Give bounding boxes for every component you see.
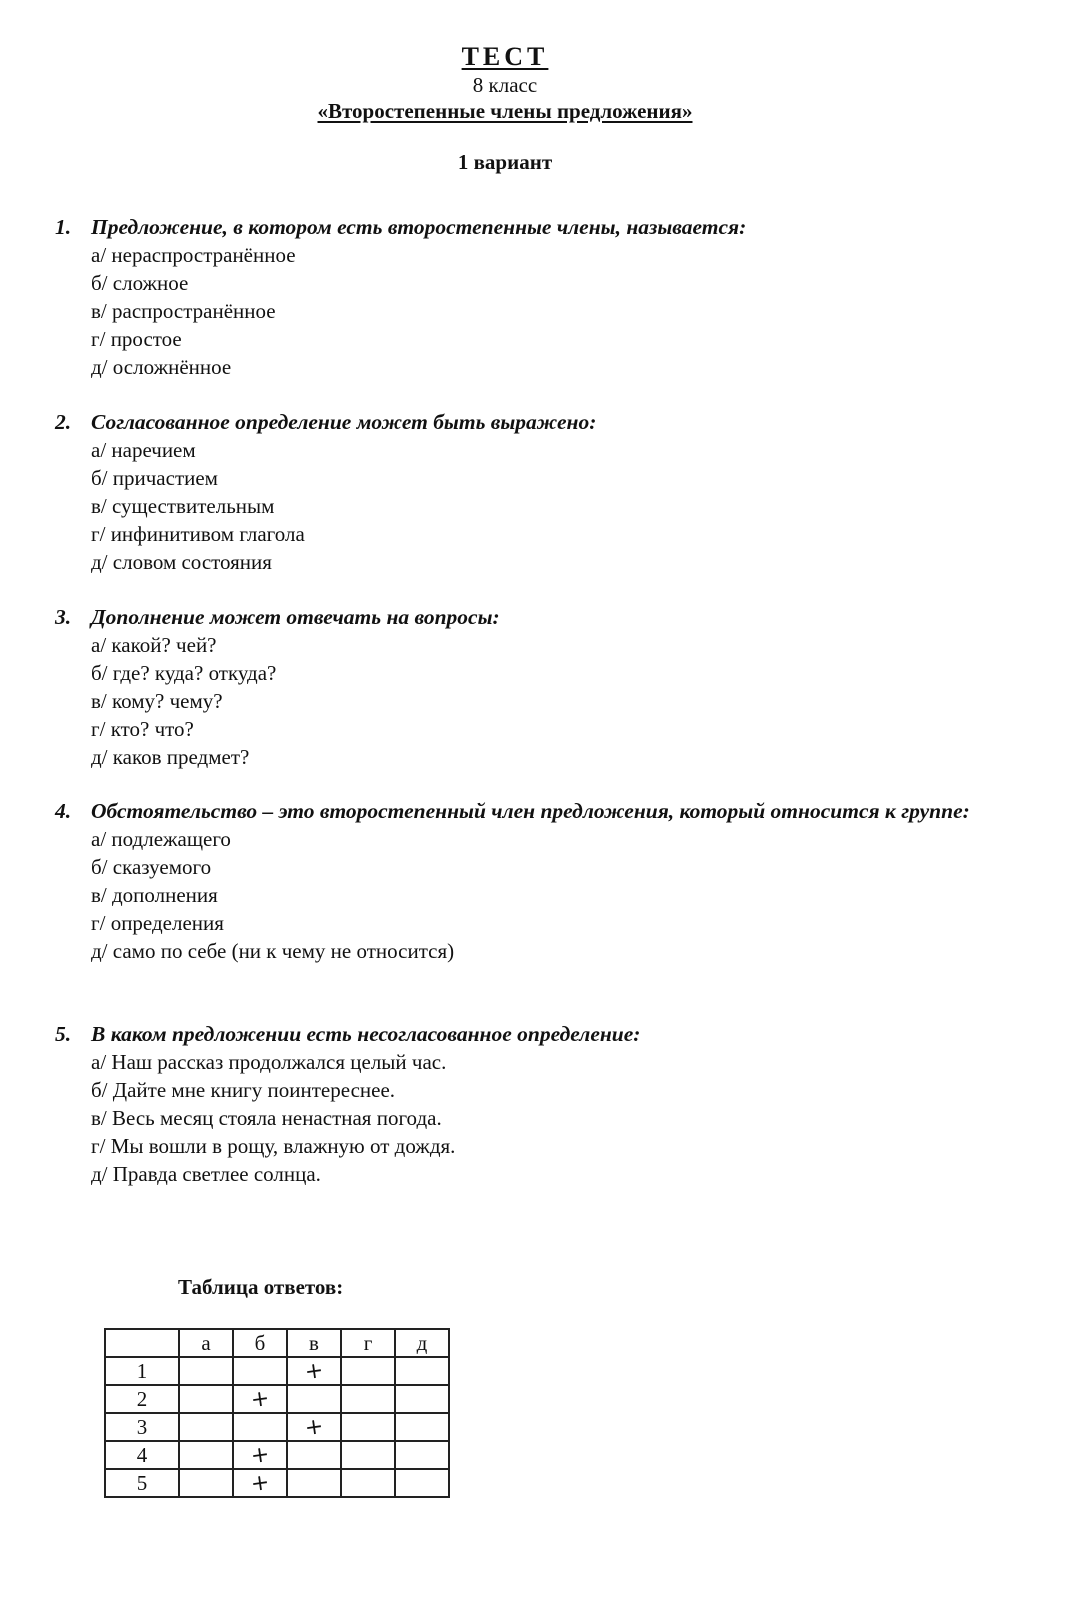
- question-title: [55, 1020, 1045, 1048]
- question-number: 3.: [55, 605, 72, 629]
- answer-cell[interactable]: [395, 1441, 449, 1469]
- answer-cell[interactable]: [179, 1413, 233, 1441]
- answer-table: [104, 1328, 450, 1498]
- question-text: Дополнение может отвечать на вопросы:: [91, 605, 500, 629]
- options-list: [91, 825, 1045, 965]
- options-list: [91, 631, 1045, 771]
- handwritten-mark: +: [249, 1441, 271, 1469]
- answer-cell[interactable]: [179, 1441, 233, 1469]
- handwritten-mark: +: [303, 1413, 325, 1441]
- question-title: [55, 213, 1045, 241]
- option-d: д/ само по себе (ни к чему не относится): [91, 939, 455, 963]
- option-a: а/ подлежащего: [91, 827, 231, 851]
- question-text: Обстоятельство – это второстепенный член предложения, который относится к группе:: [91, 799, 970, 823]
- question-2: [55, 408, 1045, 576]
- handwritten-mark: +: [249, 1469, 271, 1497]
- topic-title: «Второстепенные члены предложения»: [317, 99, 693, 123]
- question-title: [55, 603, 1045, 631]
- option-v: в/ Весь месяц стояла ненастная погода.: [91, 1106, 442, 1130]
- answer-cell[interactable]: [341, 1385, 395, 1413]
- document-header: [0, 42, 1010, 175]
- column-header: г: [341, 1329, 395, 1357]
- answer-cell[interactable]: [233, 1441, 287, 1469]
- answer-cell[interactable]: [395, 1357, 449, 1385]
- answer-cell[interactable]: [395, 1413, 449, 1441]
- row-label: 2: [105, 1385, 179, 1413]
- answer-cell[interactable]: [233, 1385, 287, 1413]
- option-a: а/ наречием: [91, 438, 196, 462]
- answer-cell[interactable]: [233, 1357, 287, 1385]
- answer-cell[interactable]: [233, 1413, 287, 1441]
- answer-cell[interactable]: [341, 1469, 395, 1497]
- column-header: д: [395, 1329, 449, 1357]
- answer-cell[interactable]: [287, 1357, 341, 1385]
- option-b: б/ сказуемого: [91, 855, 212, 879]
- answer-cell[interactable]: [341, 1357, 395, 1385]
- question-text: Согласованное определение может быть выражено:: [91, 410, 597, 434]
- row-label: 3: [105, 1413, 179, 1441]
- answer-cell[interactable]: [395, 1469, 449, 1497]
- answer-table-header: [105, 1329, 449, 1357]
- option-b: б/ где? куда? откуда?: [91, 661, 277, 685]
- question-text: В каком предложении есть несогласованное определение:: [91, 1022, 641, 1046]
- question-5: [55, 1020, 1045, 1188]
- answer-cell[interactable]: [287, 1441, 341, 1469]
- question-title: [55, 408, 1045, 436]
- option-v: в/ существительным: [91, 494, 275, 518]
- variant-label: 1 вариант: [457, 150, 553, 174]
- handwritten-mark: +: [249, 1385, 271, 1413]
- answer-cell[interactable]: [179, 1469, 233, 1497]
- answer-cell[interactable]: [179, 1385, 233, 1413]
- question-title: [55, 797, 1045, 825]
- options-list: [91, 436, 1045, 576]
- question-text: Предложение, в котором есть второстепенные члены, называется:: [91, 215, 747, 239]
- corner-cell: [105, 1329, 179, 1357]
- answer-row: [105, 1385, 449, 1413]
- option-g: г/ инфинитивом глагола: [91, 522, 305, 546]
- question-1: [55, 213, 1045, 381]
- option-v: в/ кому? чему?: [91, 689, 223, 713]
- answer-row: [105, 1469, 449, 1497]
- option-a: а/ Наш рассказ продолжался целый час.: [91, 1050, 447, 1074]
- option-b: б/ сложное: [91, 271, 189, 295]
- option-d: д/ словом состояния: [91, 550, 272, 574]
- answer-cell[interactable]: [233, 1469, 287, 1497]
- answer-cell[interactable]: [287, 1385, 341, 1413]
- option-v: в/ дополнения: [91, 883, 218, 907]
- option-g: г/ Мы вошли в рощу, влажную от дождя.: [91, 1134, 456, 1158]
- answer-row: [105, 1357, 449, 1385]
- row-label: 5: [105, 1469, 179, 1497]
- option-b: б/ Дайте мне книгу поинтереснее.: [91, 1078, 396, 1102]
- answer-cell[interactable]: [179, 1357, 233, 1385]
- column-header: б: [233, 1329, 287, 1357]
- question-number: 2.: [55, 410, 72, 434]
- question-3: [55, 603, 1045, 771]
- option-a: а/ какой? чей?: [91, 633, 217, 657]
- question-number: 4.: [55, 799, 72, 823]
- handwritten-mark: +: [303, 1357, 325, 1385]
- option-d: д/ Правда светлее солнца.: [91, 1162, 321, 1186]
- option-g: г/ определения: [91, 911, 224, 935]
- answer-row: [105, 1413, 449, 1441]
- option-g: г/ кто? что?: [91, 717, 194, 741]
- answer-cell[interactable]: [287, 1413, 341, 1441]
- row-label: 4: [105, 1441, 179, 1469]
- column-header: а: [179, 1329, 233, 1357]
- test-label: ТЕСТ: [461, 42, 549, 71]
- answer-cell[interactable]: [341, 1413, 395, 1441]
- column-header: в: [287, 1329, 341, 1357]
- row-label: 1: [105, 1357, 179, 1385]
- question-4: [55, 797, 1045, 965]
- option-a: а/ нераспространённое: [91, 243, 296, 267]
- answer-cell[interactable]: [287, 1469, 341, 1497]
- option-v: в/ распространённое: [91, 299, 276, 323]
- question-number: 5.: [55, 1022, 72, 1046]
- answer-table-title: Таблица ответов:: [178, 1275, 344, 1299]
- question-number: 1.: [55, 215, 72, 239]
- answer-row: [105, 1441, 449, 1469]
- answer-cell[interactable]: [395, 1385, 449, 1413]
- options-list: [91, 1048, 1045, 1188]
- option-g: г/ простое: [91, 327, 182, 351]
- answer-cell[interactable]: [341, 1441, 395, 1469]
- option-d: д/ осложнённое: [91, 355, 232, 379]
- options-list: [91, 241, 1045, 381]
- option-b: б/ причастием: [91, 466, 218, 490]
- option-d: д/ каков предмет?: [91, 745, 250, 769]
- grade-label: 8 класс: [472, 73, 538, 97]
